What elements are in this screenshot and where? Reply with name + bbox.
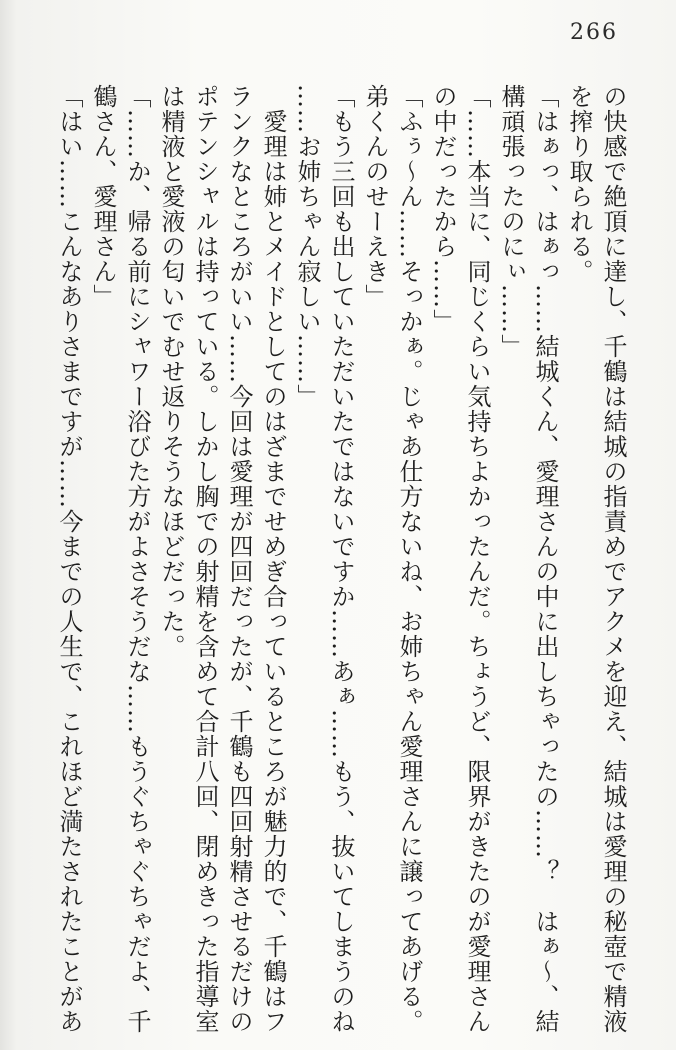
text-line: 鶴さん、愛理さん」 [89, 84, 117, 309]
text-line: ポテンシャルは持っている。しかし胸での射精を含めて合計八回、閉めきった指導室 [191, 84, 219, 1034]
page-number: 266 [570, 20, 618, 45]
text-line: 愛理は姉とメイドとしてのはざまでせめぎ合っているところが魅力的で、千鶴はフ [259, 84, 287, 1034]
text-line: ……お姉ちゃん寂しい……」 [293, 84, 321, 409]
text-line: は精液と愛液の匂いでむせ返りそうなほどだった。 [157, 84, 185, 659]
text-line: の快感で絶頂に達し、千鶴は結城の指責めでアクメを迎え、結城は愛理の秘壺で精液 [599, 84, 627, 1034]
text-area [52, 84, 630, 1046]
text-line: 「……か、帰る前にシャワー浴びた方がよさそうだな……もうぐちゃぐちゃだよ、千 [123, 84, 151, 1034]
text-line: ランクなところがいい……今回は愛理が四回だったが、千鶴も四回射精させるだけの [225, 84, 253, 1034]
text-line: 弟くんのせーえき」 [361, 84, 389, 309]
text-line: 「もう三回も出していただいたではないですか……あぁ……もう、抜いてしまうのね [327, 84, 355, 1034]
text-line: 「ふぅ〜ん……そっかぁ。じゃあ仕方ないね、お姉ちゃん愛理さんに譲ってあげる。 [395, 84, 423, 1034]
text-line: 「……本当に、同じくらい気持ちよかったんだ。ちょうど、限界がきたのが愛理さん [463, 84, 491, 1034]
text-line: を搾り取られる。 [565, 84, 593, 284]
text-line: 「はい……こんなありさまですが……今までの人生で、これほど満たされたことがあ [55, 84, 83, 1034]
text-line: 「はぁっ、はぁっ……結城くん、愛理さんの中に出しちゃったの……？ はぁ〜、結 [531, 84, 559, 1034]
text-line: の中だったから……」 [429, 84, 457, 334]
text-line: 構頑張ったのにぃ……」 [497, 84, 525, 359]
